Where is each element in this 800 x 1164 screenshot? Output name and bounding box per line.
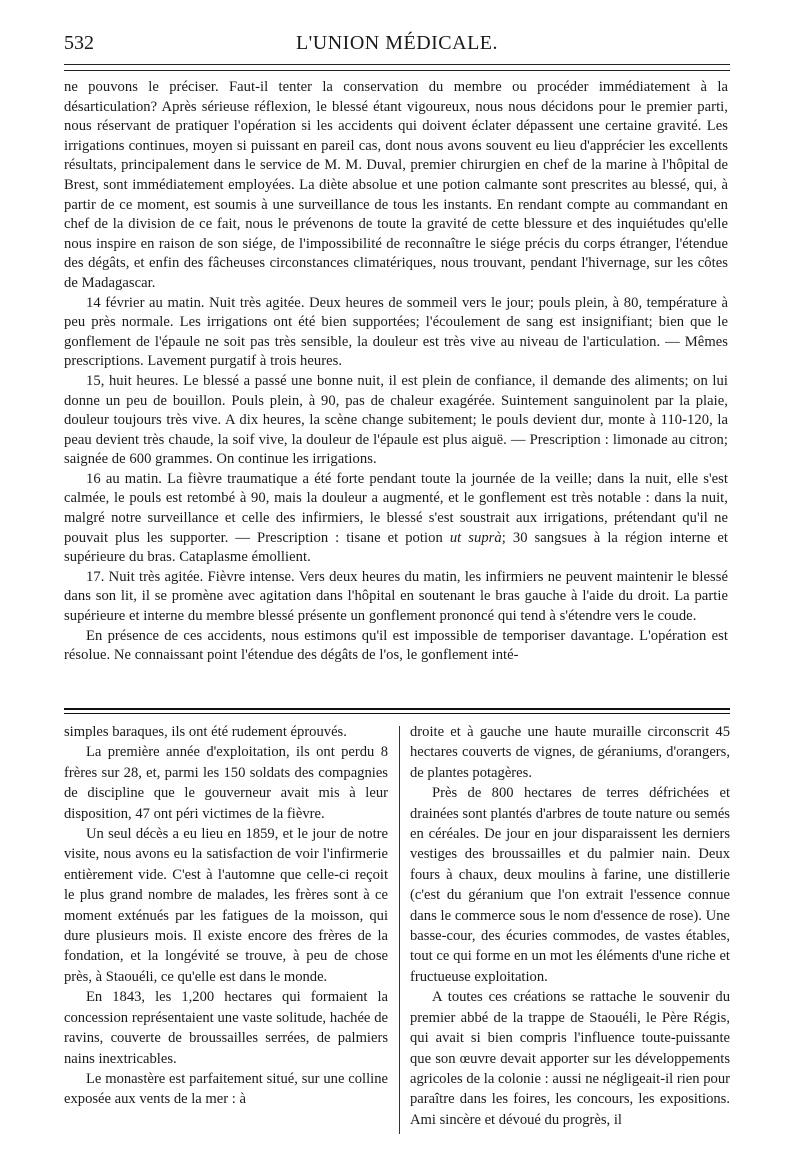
header-rule-secondary xyxy=(64,70,730,71)
left-column xyxy=(64,722,388,1110)
paragraph-text: ; 30 sangsues à la région interne et supérieure du bras. Cataplasme émollient. xyxy=(64,529,729,566)
paragraph: A toutes ces créations se rattache le souvenir du premier abbé de la trappe de Staouéli, le Père Régis, qui avait si bien compris l'influence toute-puissante que son œuvre devait apporter sur les développements agricoles de la colonie : aussi ne négligeait-il rien pour paraître dans les foires, les concours, les expositions. Ami sincère et dévoué du progrès, il xyxy=(410,989,730,1128)
upper-article xyxy=(64,78,728,666)
paragraph: 15, huit heures. Le blessé a passé une bonne nuit, il est plein de confiance, il demande des aliments; on lui donne un peu de bouillon. Pouls plein, à 90, pas de chaleur exagérée. Suintement sanguinolent par la plaie, douleur toujours très vive. A dix heures, la scène change subitement; le pouls devient dur, monte à 110-120, la peau devient très chaude, la soif vive, la douleur de l'épaule est plus aiguë. — Prescription : limonade au citron; saignée de 600 grammes. On continue les irrigations. xyxy=(64,372,728,468)
paragraph-text: 16 au matin. La fièvre traumatique a été forte pendant toute la journée de la veille; dans la nuit, elle s'est calmée, le pouls est retombé à 90, mais la douleur a augmenté, et le gonflement est très notable : dans la nuit, malgré notre surveillance et celle des infirmiers, le blessé s'est soustrait aux irrigations, prétendant qu'il ne pouvait plus les supporter. — Prescription : tisane et potion xyxy=(64,470,728,546)
section-separator-thin xyxy=(64,713,730,714)
paragraph: Le monastère est parfaitement situé, sur une colline exposée aux vents de la mer : à xyxy=(64,1070,388,1108)
paragraph: Un seul décès a eu lieu en 1859, et le jour de notre visite, nous avons eu la satisfaction de voir l'infirmerie entièrement vide. C'est à l'automne que celle-ci reçoit le plus grand nombre de malades, les frères sont à ce moment exténués par les fatigues de la moisson, qui dure plusieurs mois. Il existe encore des frères de la fondation, et la longévité se trouve, à peu de chose près, à Staouéli, ce qu'elle est dans le monde. xyxy=(64,826,388,985)
column-divider xyxy=(399,726,400,1134)
section-separator-thick xyxy=(64,708,730,710)
running-title: L'UNION MÉDICALE. xyxy=(295,32,499,54)
paragraph: simples baraques, ils ont été rudement éprouvés. xyxy=(64,724,347,740)
right-column xyxy=(410,722,730,1130)
paragraph: 14 février au matin. Nuit très agitée. Deux heures de sommeil vers le jour; pouls plein, à 80, température à peu près normale. Les irrigations ont été bien supportées; l'écoulement de sang est insignifiant; bien que le gonflement de l'épaule ne soit pas très sensible, la douleur est très vive au niveau de l'articulation. — Mêmes prescriptions. Lavement purgatif à trois heures. xyxy=(64,294,728,370)
italic-phrase: ut suprà xyxy=(449,529,502,546)
paragraph: La première année d'exploitation, ils ont perdu 8 frères sur 28, et, parmi les 150 soldats des compagnies de discipline que le gouverneur avait mis à leur disposition, 47 ont péri victimes de la fièvre. xyxy=(64,744,388,822)
paragraph: Près de 800 hectares de terres défrichées et drainées sont plantés d'arbres de toute nature ou semés en céréales. De jour en jour disparaissent les derniers vestiges des broussailles et du palmier nain. Deux fours à chaux, deux moulins à farine, une distillerie (c'est du géranium que l'on extrait l'essence connue dans le commerce sous le nom d'essence de rose). Une basse-cour, des écuries commodes, de vastes étables, tout ce qui forme en un mot les éléments d'une riche et fructueuse exploitation. xyxy=(410,785,730,985)
page-header xyxy=(64,30,730,66)
paragraph xyxy=(64,470,728,568)
paragraph: En présence de ces accidents, nous estimons qu'il est impossible de temporiser davantage. L'opération est résolue. Ne connaissant point l'étendue des dégâts de l'os, le gonflement inté- xyxy=(64,627,728,664)
header-rule xyxy=(64,64,730,65)
paragraph: ne pouvons le préciser. Faut-il tenter la conservation du membre ou procéder immédiatement à la désarticulation? Après sérieuse réflexion, le blessé étant vigoureux, nous nous décidons pour le premier parti, nous réservant de pratiquer l'opération si les accidents qui doivent éclater dépassent une certaine gravité. Les irrigations continues, moyen si puissant en pareil cas, dont nous avons souvent eu lieu d'apprécier les excellents résultats, principalement dans le service de M. M. Duval, premier chirurgien en chef de la marine à l'hôpital de Brest, sont immédiatement employées. La diète absolue et une potion calmante sont prescrites au blessé, qui, à partir de ce moment, est soumis à une surveillance de tous les instants. En rendant compte au commandant en chef de la division de ce fait, nous le prévenons de toute la gravité de cette blessure et des inquiétudes qu'elle nous inspire en raison de son siége, de l'impossibilité de reconnaître le siége précis du corps étranger, l'étendue des dégâts, et enfin des fâcheuses circonstances climatériques, nous trouvant, pendant l'hivernage, sur les côtes de Madagascar. xyxy=(64,79,728,291)
paragraph: 17. Nuit très agitée. Fièvre intense. Vers deux heures du matin, les infirmiers ne peuvent maintenir le blessé dans son lit, il se promène avec agitation dans l'hôpital en soutenant le bras gauche à l'aide du droit. La partie supérieure et interne du membre blessé présente un gonflement prononcé qui tend à s'étendre vers le coude. xyxy=(64,568,728,625)
paragraph: En 1843, les 1,200 hectares qui formaient la concession représentaient une vaste solitude, hachée de ravins, couverte de broussailles serrées, de palmiers nains inextricables. xyxy=(64,989,388,1067)
page-number: 532 xyxy=(64,32,94,54)
paragraph: droite et à gauche une haute muraille circonscrit 45 hectares couverts de vignes, de géraniums, d'orangers, de plantes potagères. xyxy=(410,724,730,781)
